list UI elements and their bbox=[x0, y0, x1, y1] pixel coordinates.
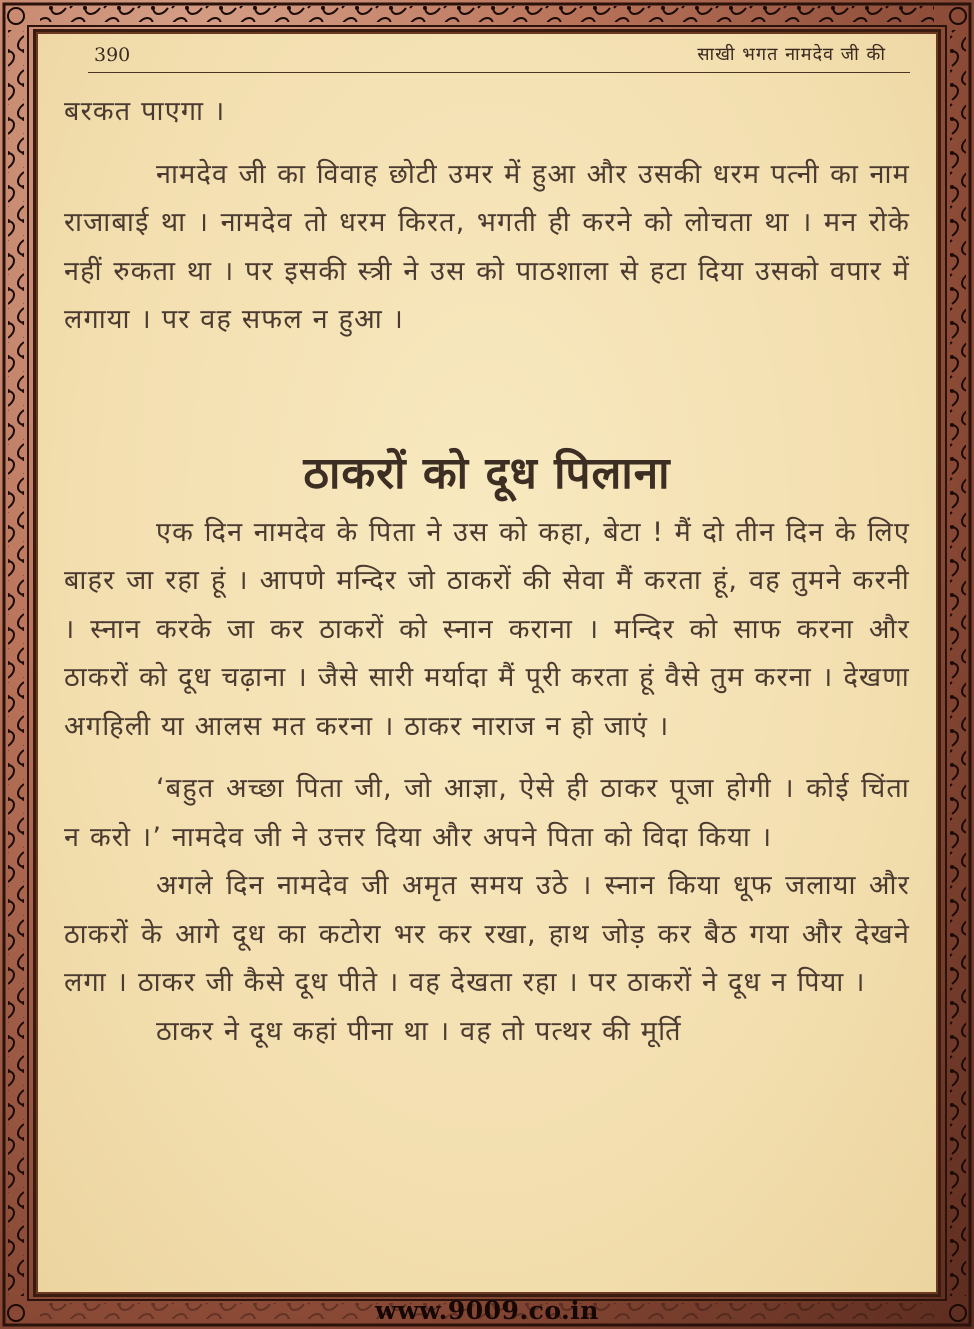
section-heading: ठाकरों को दूध पिलाना bbox=[303, 447, 671, 499]
paragraph-father-instructions: एक दिन नामदेव के पिता ने उस को कहा, बेटा ! मैं दो तीन दिन के लिए बाहर जा रहा हूं । आपणे मन्दिर जो ठाकरों की सेवा मैं करता हूं, वह तुमने करनी । स्नान करके जा कर ठाकरों को स्नान कराना । मन्दिर को साफ करना और ठाकरों को दूध चढ़ाना । जैसे सारी मर्यादा मैं पूरी करता हूं वैसे तुम करना । देखणा अगहिली या आलस मत करना । ठाकर नाराज न हो जाएं । bbox=[64, 516, 910, 742]
paragraph-marriage: नामदेव जी का विवाह छोटी उमर में हुआ और उसकी धरम पत्नी का नाम राजाबाई था । नामदेव तो धरम किरत, भगती ही करने को लोचता था । मन रोके नहीं रुकता था । पर इसकी स्त्री ने उस को पाठशाला से हटा दिया उसको वपार में लगाया । पर वह सफल न हुआ । bbox=[64, 158, 910, 335]
running-title: साखी भगत नामदेव जी की bbox=[697, 44, 886, 65]
page-body bbox=[64, 88, 910, 1056]
spacer bbox=[64, 751, 910, 765]
paragraph-next-day: अगले दिन नामदेव जी अमृत समय उठे । स्नान किया धूफ जलाया और ठाकरों के आगे दूध का कटोरा भर कर रखा, हाथ जोड़ कर बैठ गया और देखने लगा । ठाकर जी कैसे दूध पीते । वह देखता रहा । पर ठाकरों ने दूध न पिया । bbox=[64, 870, 910, 998]
spacer bbox=[64, 345, 910, 439]
page-number: 390 bbox=[94, 44, 131, 66]
paragraph-namdev-reply: ‘बहुत अच्छा पिता जी, जो आज्ञा, ऐसे ही ठाकर पूजा होगी । कोई चिंता न करो ।’ नामदेव जी ने उत्तर दिया और अपने पिता को विदा किया । bbox=[64, 773, 910, 853]
spacer bbox=[64, 137, 910, 151]
paragraph-continuation: बरकत पाएगा । bbox=[64, 96, 226, 127]
paragraph-stone-idol: ठाकर ने दूध कहां पीना था । वह तो पत्थर की मूर्ति bbox=[156, 1015, 682, 1047]
page-header bbox=[36, 32, 938, 82]
header-rule bbox=[88, 72, 910, 73]
book-page bbox=[36, 32, 938, 1294]
website-watermark: www.9009.co.in bbox=[375, 1296, 599, 1325]
